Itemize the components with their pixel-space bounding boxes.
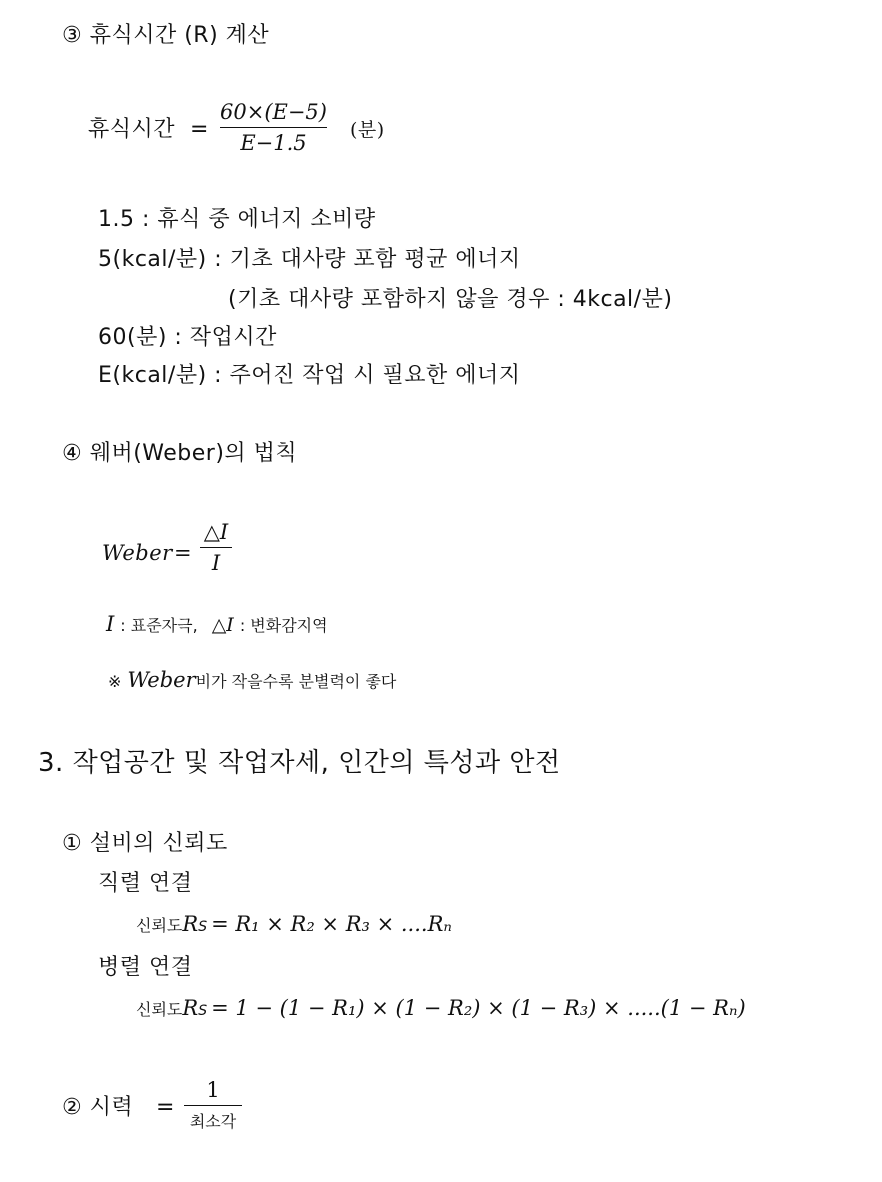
i-description: : 표준자극, (120, 616, 198, 635)
section-heading-reliability: ① 설비의 신뢰도 (62, 831, 228, 856)
series-formula-rhs: = R₁ × R₂ × R₃ × ....Rₙ (211, 912, 452, 936)
parallel-formula-prefix: 신뢰도 (136, 1000, 183, 1019)
weber-formula-fraction (200, 520, 232, 575)
section-heading-weber: ④ 웨버(Weber)의 법칙 (62, 441, 298, 466)
weber-legend (106, 612, 328, 636)
fraction-bar (184, 1105, 242, 1106)
weber-formula-denominator: I (211, 551, 221, 575)
parallel-formula-lhs: R (182, 996, 199, 1020)
note-text: 비가 작을수록 분별력이 좋다 (195, 672, 397, 691)
rest-formula-lhs: 휴식시간 (88, 117, 176, 142)
fraction-bar (200, 547, 232, 548)
visual-acuity-numerator: 1 (206, 1078, 220, 1102)
series-formula-prefix: 신뢰도 (136, 916, 183, 935)
section-heading-rest-time: ③ 휴식시간 (R) 계산 (62, 23, 270, 48)
parallel-formula-lhs-sub: S (198, 1003, 208, 1019)
definition-note: (기초 대사량 포함하지 않을 경우 : 4kcal/분) (228, 287, 673, 312)
rest-formula-denominator: E−1.5 (240, 131, 307, 155)
series-connection-label: 직렬 연결 (98, 871, 193, 896)
section-heading-visual-acuity: ② 시력 (62, 1095, 134, 1120)
parallel-formula (136, 996, 746, 1020)
definition-item: 60(분) : 작업시간 (98, 325, 277, 350)
visual-acuity-denominator: 최소각 (189, 1112, 237, 1131)
visual-acuity-equals: = (156, 1095, 175, 1120)
delta-i-description: : 변화감지역 (239, 616, 328, 635)
i-symbol: I (106, 612, 115, 636)
note-weber-word: Weber (127, 668, 196, 692)
definition-item: 1.5 : 휴식 중 에너지 소비량 (98, 207, 376, 232)
rest-formula-unit: (분) (350, 119, 385, 141)
note-mark: ※ (108, 672, 122, 691)
rest-formula-numerator: 60×(E−5) (220, 100, 327, 124)
rest-formula-fraction (220, 100, 327, 155)
series-formula-lhs-sub: S (198, 919, 208, 935)
fraction-bar (220, 127, 327, 128)
series-formula (136, 912, 452, 936)
parallel-connection-label: 병렬 연결 (98, 955, 193, 980)
definition-item: 5(kcal/분) : 기초 대사량 포함 평균 에너지 (98, 247, 521, 272)
chapter-heading: 3. 작업공간 및 작업자세, 인간의 특성과 안전 (38, 748, 561, 778)
rest-formula-equals: = (190, 117, 209, 142)
delta-i-symbol: △I (211, 614, 234, 636)
series-formula-lhs: R (182, 912, 199, 936)
parallel-formula-rhs: = 1 − (1 − R₁) × (1 − R₂) × (1 − R₃) × .....(1 − Rₙ) (211, 996, 746, 1020)
weber-formula-equals: = (174, 541, 193, 565)
weber-note (108, 668, 396, 692)
weber-formula-lhs: Weber (102, 541, 173, 565)
weber-formula-numerator: △I (203, 520, 229, 544)
visual-acuity-fraction (184, 1078, 242, 1132)
definition-item: E(kcal/분) : 주어진 작업 시 필요한 에너지 (98, 363, 521, 388)
